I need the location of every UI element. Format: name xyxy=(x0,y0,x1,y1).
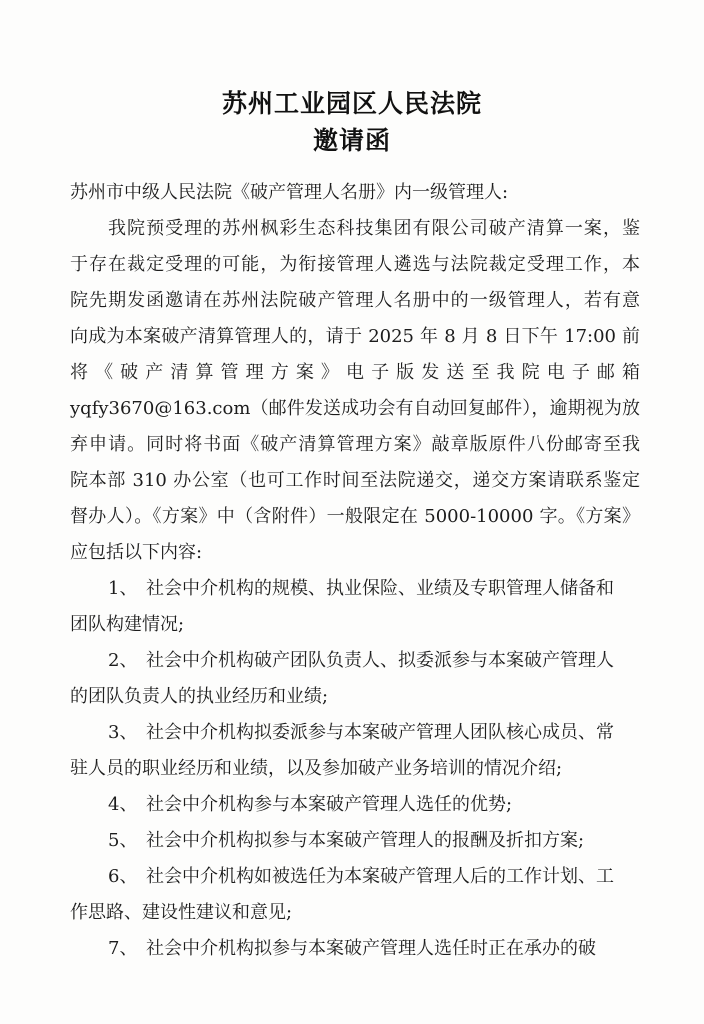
item-number: 6、 xyxy=(108,866,138,887)
item-text: 社会中介机构拟参与本案破产管理人选任时正在承办的破 xyxy=(146,938,596,959)
item-text: 社会中介机构参与本案破产管理人选任的优势; xyxy=(146,794,513,815)
list-item xyxy=(108,577,640,601)
body-line: 应包括以下内容: xyxy=(70,542,203,563)
item-number: 3、 xyxy=(108,722,138,743)
list-item-continuation: 团队构建情况; xyxy=(70,614,185,635)
list-item-continuation: 驻人员的职业经历和业绩，以及参加破产业务培训的情况介绍; xyxy=(70,758,563,779)
item-text: 社会中介机构破产团队负责人、拟委派参与本案破产管理人 xyxy=(146,650,614,671)
body-line: 弃申请。同时将书面《破产清算管理方案》敲章版原件八份邮寄至我 xyxy=(70,434,640,455)
item-number: 7、 xyxy=(108,938,138,959)
list-item xyxy=(108,721,640,745)
list-item xyxy=(108,865,640,889)
list-item xyxy=(108,937,640,961)
body-line: 院先期发函邀请在苏州法院破产管理人名册中的一级管理人，若有意 xyxy=(70,290,640,311)
item-number: 4、 xyxy=(108,794,138,815)
list-item xyxy=(108,793,640,817)
item-text: 社会中介机构拟委派参与本案破产管理人团队核心成员、常 xyxy=(146,722,614,743)
list-item-continuation: 的团队负责人的执业经历和业绩; xyxy=(70,686,329,707)
salutation: 苏州市中级人民法院《破产管理人名册》内一级管理人: xyxy=(70,182,509,203)
item-number: 2、 xyxy=(108,650,138,671)
court-name-heading: 苏州工业园区人民法院 xyxy=(221,89,482,118)
list-item xyxy=(108,829,640,853)
item-number: 1、 xyxy=(108,578,138,599)
body-line: 于存在裁定受理的可能，为衔接管理人遴选与法院裁定受理工作，本 xyxy=(70,254,640,275)
list-item xyxy=(108,649,640,673)
body-line: 院本部 310 办公室（也可工作时间至法院递交，递交方案请联系鉴定 xyxy=(70,470,640,491)
item-text: 社会中介机构如被选任为本案破产管理人后的工作计划、工 xyxy=(146,866,614,887)
list-item-continuation: 作思路、建设性建议和意见; xyxy=(70,902,293,923)
body-line: 我院预受理的苏州枫彩生态科技集团有限公司破产清算一案，鉴 xyxy=(108,218,640,239)
body-line: 督办人）。《方案》中（含附件）一般限定在 5000-10000 字。《方案》 xyxy=(70,506,640,527)
body-line: 向成为本案破产清算管理人的，请于 2025 年 8 月 8 日下午 17:00 前 xyxy=(70,326,640,347)
body-line-with-email: yqfy3670@163.com（邮件发送成功会有自动回复邮件），逾期视为放 xyxy=(70,398,640,419)
item-text: 社会中介机构的规模、执业保险、业绩及专职管理人储备和 xyxy=(146,578,614,599)
body-line: 将《破产清算管理方案》电子版发送至我院电子邮箱 xyxy=(70,362,640,383)
item-text: 社会中介机构拟参与本案破产管理人的报酬及折扣方案; xyxy=(146,830,585,851)
item-number: 5、 xyxy=(108,830,138,851)
document-title: 邀请函 xyxy=(312,126,391,155)
